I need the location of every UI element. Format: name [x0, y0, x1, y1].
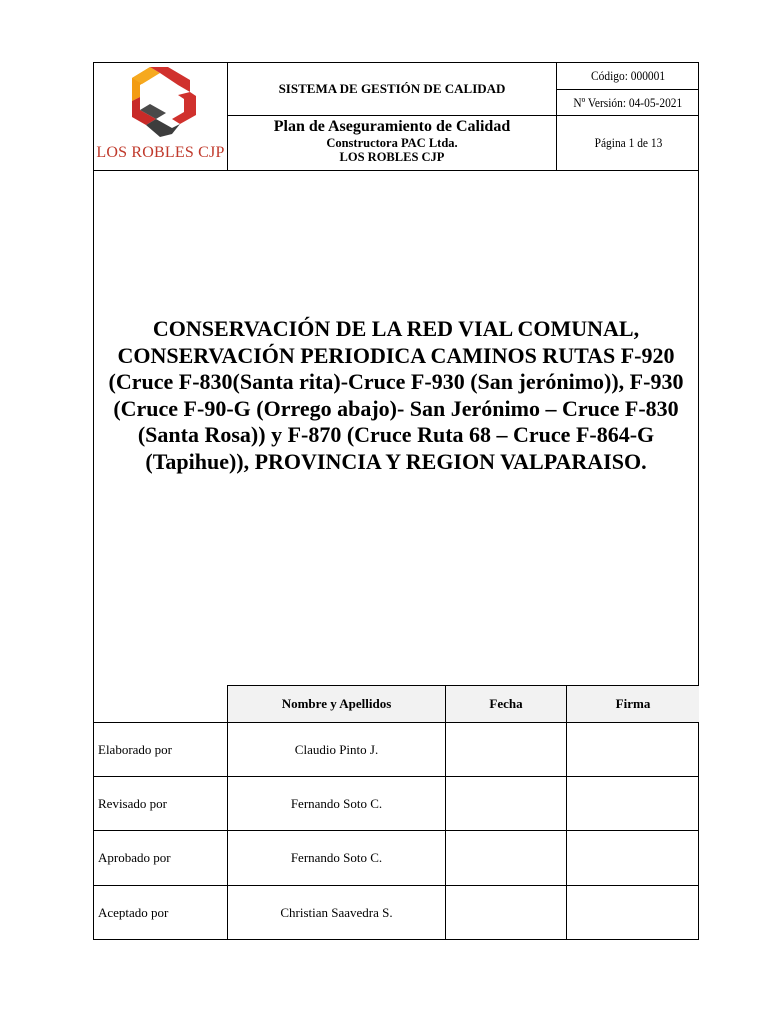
row-label-aceptado: Aceptado por	[98, 905, 169, 920]
system-title: SISTEMA DE GESTIÓN DE CALIDAD	[278, 81, 506, 96]
plan-title-block	[228, 116, 556, 170]
fecha-elaborado	[446, 723, 566, 776]
column-header-fecha: Fecha	[489, 696, 523, 711]
fecha-aceptado	[446, 886, 566, 940]
project-title-line: CONSERVACIÓN PERIODICA CAMINOS RUTAS F-920	[117, 342, 675, 368]
name-aprobado: Fernando Soto C.	[290, 850, 383, 865]
plan-client: LOS ROBLES CJP	[339, 150, 445, 164]
logo-mark-icon	[94, 63, 227, 148]
plan-company: Constructora PAC Ltda.	[326, 136, 458, 150]
company-logo	[94, 63, 227, 170]
plan-title: Plan de Aseguramiento de Calidad	[273, 118, 511, 135]
firma-elaborado	[567, 723, 699, 776]
project-title-line: (Santa Rosa)) y F-870 (Cruce Ruta 68 – Cruce F-864-G	[137, 422, 655, 447]
header-bottom-line	[93, 170, 699, 171]
project-title-line: (Tapihue)), PROVINCIA Y REGION VALPARAISO.	[145, 448, 647, 474]
project-title-line: (Cruce F-90-G (Orrego abajo)- San Jerónimo – Cruce F-830	[113, 395, 679, 421]
project-title	[94, 316, 698, 475]
project-title-line: CONSERVACIÓN DE LA RED VIAL COMUNAL,	[152, 316, 640, 341]
row-label-elaborado: Elaborado por	[98, 741, 173, 757]
document-code: Código: 000001	[590, 68, 666, 83]
project-title-line: (Cruce F-830(Santa rita)-Cruce F-930 (San jerónimo)), F-930	[108, 369, 684, 394]
page-number: Página 1 de 13	[594, 135, 662, 150]
row-label-revisado: Revisado por	[98, 795, 167, 811]
row-label-aprobado: Aprobado por	[98, 850, 171, 865]
column-header-firma: Firma	[615, 696, 651, 711]
fecha-revisado	[446, 777, 566, 830]
column-header-nombre: Nombre y Apellidos	[281, 696, 392, 711]
firma-aprobado	[567, 831, 699, 885]
firma-aceptado	[567, 886, 699, 940]
logo-company-name: LOS ROBLES CJP	[96, 144, 225, 161]
name-revisado: Fernando Soto C.	[290, 795, 383, 811]
name-aceptado: Christian Saavedra S.	[280, 905, 393, 920]
fecha-aprobado	[446, 831, 566, 885]
document-version: Nº Versión: 04-05-2021	[573, 94, 683, 110]
name-elaborado: Claudio Pinto J.	[294, 741, 379, 757]
firma-revisado	[567, 777, 699, 830]
